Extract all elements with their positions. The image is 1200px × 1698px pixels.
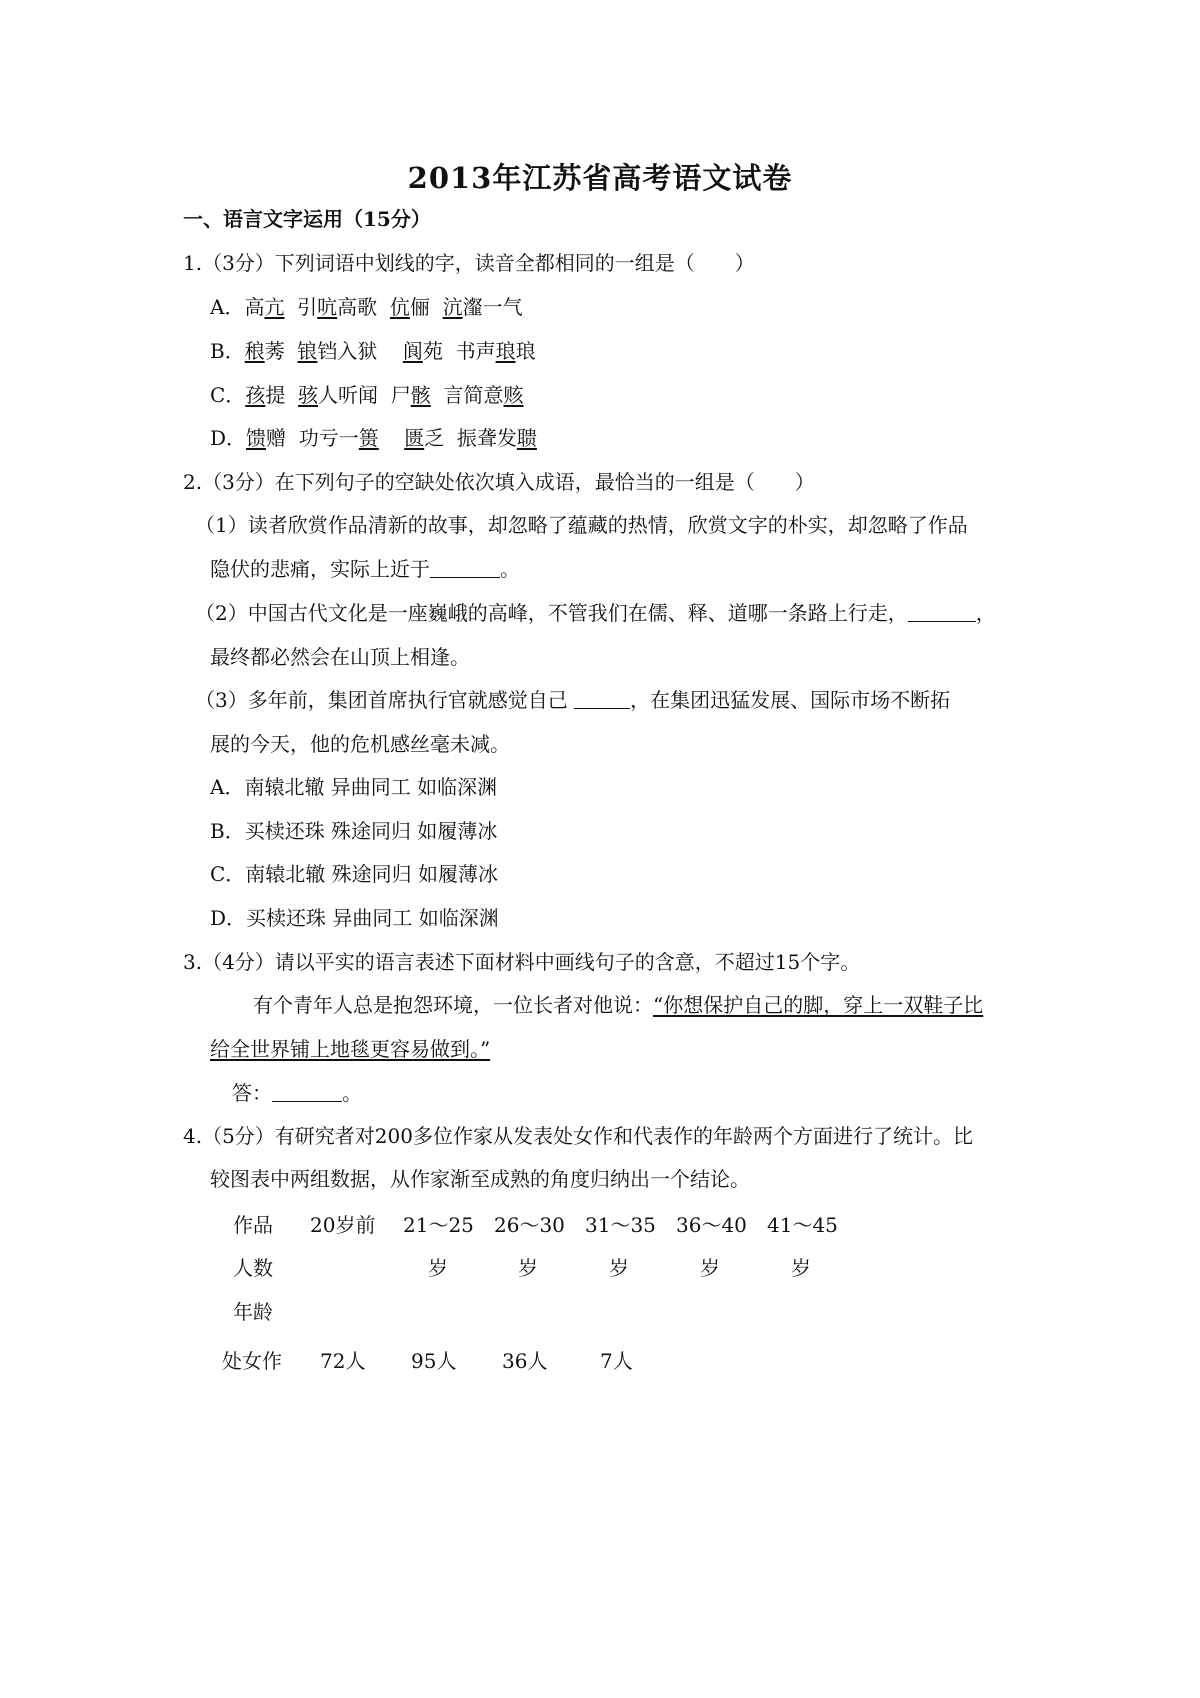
table-row-label: 处女作	[222, 1349, 282, 1373]
blank-3	[574, 690, 630, 709]
underlined-char: 骸	[410, 383, 431, 407]
underlined-char: 篑	[358, 426, 379, 450]
option-text: 赠 功亏一	[266, 426, 359, 450]
blank-1	[430, 559, 500, 578]
exam-title: 2013年江苏省高考语文试卷	[407, 161, 793, 195]
option-text: 莠	[264, 339, 298, 363]
q2-s3-text: （3）多年前，集团首席执行官就感觉自己	[195, 688, 575, 712]
option-text: 提	[265, 383, 299, 407]
option-text: 人听闻 尸	[318, 383, 411, 407]
underlined-char: 稂	[244, 339, 265, 363]
q2-option-a: A．南辕北辙 异曲同工 如临深渊	[210, 775, 498, 799]
table-header-sui-2: 岁	[428, 1256, 448, 1280]
table-header-count: 人数	[233, 1256, 273, 1280]
q3-stem: 3.（4分）请以平实的语言表述下面材料中画线句子的含意，不超过15个字。	[183, 950, 861, 974]
option-text: 苑 书声	[422, 339, 496, 363]
table-header-age-5: 36～40	[676, 1213, 747, 1237]
q2-option-c: C．南辕北辙 殊途同归 如履薄冰	[210, 862, 499, 886]
option-label: C．	[210, 383, 246, 407]
table-cell-1: 72人	[320, 1349, 366, 1373]
underlined-char: 孩	[245, 383, 266, 407]
underlined-char: 匮	[404, 426, 425, 450]
table-header-age: 年龄	[233, 1300, 273, 1324]
table-header-sui-5: 岁	[700, 1256, 720, 1280]
underlined-char: 吭	[317, 295, 338, 319]
q1-stem: 1.（3分）下列词语中划线的字，读音全都相同的一组是（ ）	[183, 251, 755, 275]
table-cell-2: 95人	[411, 1349, 457, 1373]
q2-sentence-1: （1）读者欣赏作品清新的故事，却忽略了蕴藏的热情，欣赏文字的朴实，却忽略了作品	[195, 513, 968, 537]
underlined-char: 锒	[297, 339, 318, 363]
option-text: 乏 振聋发	[424, 426, 517, 450]
q2-sentence-3-cont: 展的今天，他的危机感丝毫未减。	[210, 732, 510, 756]
table-header-age-4: 31～35	[585, 1213, 656, 1237]
option-text: 瀣一气	[462, 295, 523, 319]
q3-answer	[232, 1077, 362, 1106]
table-header-sui-6: 岁	[791, 1256, 811, 1280]
underlined-char: 伉	[389, 295, 410, 319]
option-text: 引	[284, 295, 318, 319]
answer-blank	[272, 1083, 342, 1102]
q3-answer-label: 答：	[232, 1081, 272, 1105]
underlined-char: 聩	[516, 426, 537, 450]
table-cell-3: 36人	[502, 1349, 548, 1373]
option-label: B．	[210, 339, 245, 363]
q4-stem-cont: 较图表中两组数据，从作家渐至成熟的角度归纳出一个结论。	[210, 1167, 750, 1191]
q3-material-cont	[210, 1033, 490, 1062]
table-cell-4: 7人	[600, 1349, 633, 1373]
q1-option-a	[210, 291, 523, 320]
table-header-sui-3: 岁	[518, 1256, 538, 1280]
q3-material-text: 有个青年人总是抱怨环境，一位长者对他说：	[253, 993, 653, 1017]
table-header-sui-4: 岁	[609, 1256, 629, 1280]
table-header-work: 作品	[233, 1213, 273, 1237]
option-text	[379, 426, 404, 450]
underlined-char: 阆	[402, 339, 423, 363]
q3-material	[253, 989, 983, 1018]
q2-s2-end: ，	[975, 601, 996, 625]
option-text: 琅	[515, 339, 536, 363]
option-text: 言简意	[430, 383, 504, 407]
q2-s1-end: 。	[500, 557, 520, 581]
q2-sentence-2	[195, 597, 996, 626]
option-text: 俪	[409, 295, 443, 319]
q2-s1-text: 隐伏的悲痛，实际上近于	[210, 557, 430, 581]
q2-s3-end: ，在集团迅猛发展、国际市场不断拓	[630, 688, 951, 712]
option-text: 铛入狱	[317, 339, 403, 363]
q2-sentence-1-cont	[210, 553, 520, 582]
option-label: A．	[210, 295, 245, 319]
q2-s2-text: （2）中国古代文化是一座巍峨的高峰，不管我们在儒、释、道哪一条路上行走，	[195, 601, 908, 625]
table-header-age-1: 20岁前	[310, 1213, 376, 1237]
q2-option-d: D．买椟还珠 异曲同工 如临深渊	[210, 906, 499, 930]
table-header-age-2: 21～25	[403, 1213, 474, 1237]
q3-underlined-2: 给全世界铺上地毯更容易做到。”	[210, 1037, 491, 1061]
underlined-char: 骇	[298, 383, 319, 407]
option-label: D．	[210, 426, 247, 450]
q1-option-d	[210, 422, 537, 451]
q2-option-b: B．买椟还珠 殊途同归 如履薄冰	[210, 819, 498, 843]
table-header-age-6: 41～45	[767, 1213, 838, 1237]
underlined-char: 馈	[246, 426, 267, 450]
underlined-char: 琅	[495, 339, 516, 363]
underlined-char: 亢	[264, 295, 285, 319]
q2-stem: 2.（3分）在下列句子的空缺处依次填入成语，最恰当的一组是（ ）	[183, 470, 815, 494]
table-header-age-3: 26～30	[494, 1213, 565, 1237]
underlined-char: 赅	[503, 383, 524, 407]
q3-underlined-1: “你想保护自己的脚，穿上一双鞋子比	[653, 993, 984, 1017]
underlined-char: 沆	[442, 295, 463, 319]
option-text: 高	[244, 295, 265, 319]
q3-answer-end: 。	[342, 1081, 362, 1105]
q2-sentence-2-cont: 最终都必然会在山顶上相逢。	[210, 645, 470, 669]
q4-stem: 4.（5分）有研究者对200多位作家从发表处女作和代表作的年龄两个方面进行了统计。比	[183, 1124, 973, 1148]
blank-2	[908, 603, 976, 622]
option-text: 高歌	[337, 295, 390, 319]
q2-sentence-3	[195, 684, 950, 713]
section-heading: 一、语言文字运用（15分）	[183, 207, 431, 231]
q1-option-c	[210, 379, 523, 408]
q1-option-b	[210, 335, 536, 364]
